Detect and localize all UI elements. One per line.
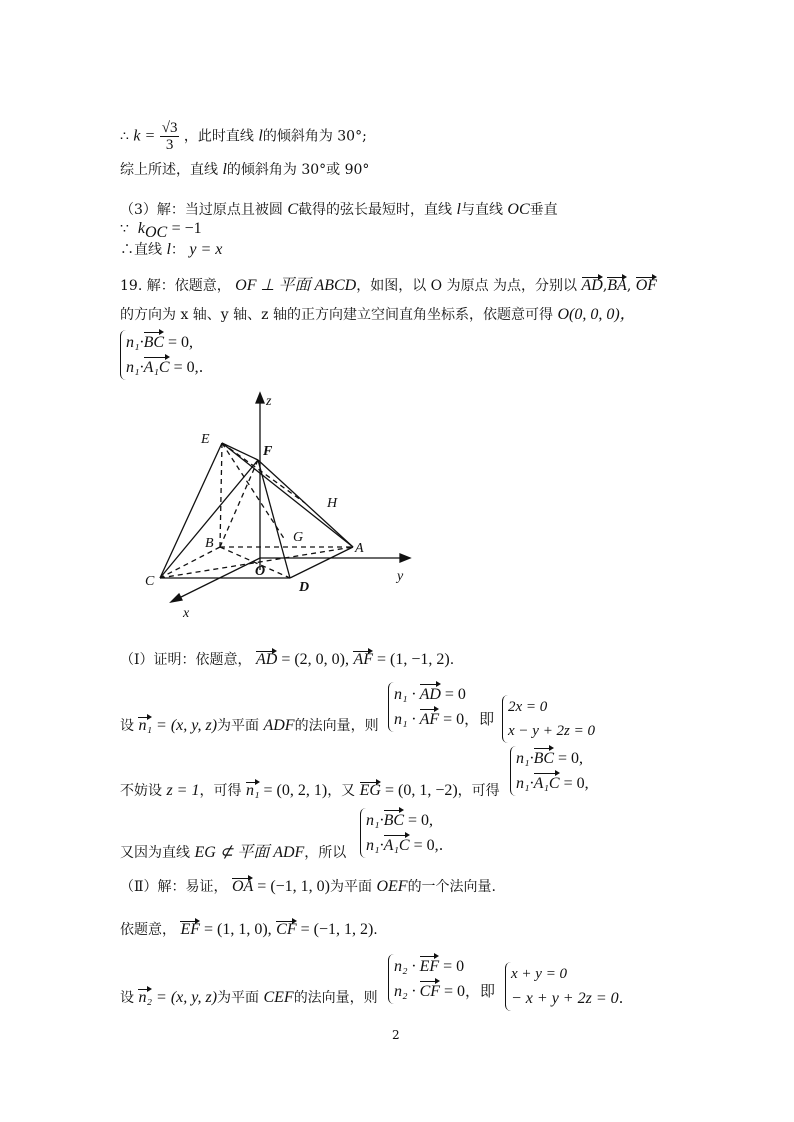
- label-x: x: [183, 606, 190, 620]
- therefore-symbol: ∴: [120, 128, 129, 145]
- y-arrow: [400, 554, 410, 562]
- equation-system-7: x + y = 0 − x + y + 2z = 0.: [505, 962, 623, 1011]
- part1-proof: （Ⅰ）证明：依题意， AD = (2, 0, 0), AF = (1, −1, 2).: [120, 651, 455, 668]
- q19-intro: 19. 解：依题意， OF ⊥ 平面 ABCD，如图，以 O 为原点 为点，分别以 AD,BA, OF: [120, 277, 658, 294]
- label-G: G: [293, 530, 304, 545]
- q19-axes: 的方向为 x 轴、y 轴、z 轴的正方向建立空间直角坐标系，依题意可得 O(0, 0, 0)，: [120, 306, 636, 323]
- line-koc: ∵ $k_{OC} = -1$: [120, 220, 202, 241]
- equation-system-4: n₁·BC = 0, n₁·A₁C = 0,: [510, 746, 589, 796]
- vector-BA: BA: [607, 277, 627, 294]
- part2-vectors: 依题意， EF = (1, 1, 0), CF = (−1, 1, 2).: [120, 921, 378, 938]
- page-number: 2: [392, 1028, 400, 1042]
- z-arrow: [256, 393, 264, 403]
- equation-system-2: n₁ · AD = 0 n₁ · AF = 0，即: [388, 682, 494, 732]
- label-B: B: [205, 536, 214, 551]
- part2-normal-oef: （Ⅱ）解：易证， OA = (−1, 1, 0)为平面 OEF的一个法向量.: [120, 878, 497, 895]
- label-C: C: [145, 574, 155, 589]
- equation-system-1: n₁·BC = 0, n₁·A₁C = 0,.: [120, 330, 203, 380]
- label-y: y: [397, 569, 404, 584]
- assume-z-line: 不妨设 z = 1，可得 n₁ = (0, 2, 1)，又 EG = (0, 1, −2)，可得: [120, 782, 500, 799]
- line-part3: （3）解：当过原点且被圆 C截得的弦长最短时，直线 l与直线 OC垂直: [120, 201, 558, 218]
- label-E: E: [201, 432, 210, 447]
- label-F: F: [263, 444, 273, 459]
- line-answer: ∴直线 l： y = x: [120, 241, 223, 258]
- line-k-value: ∴ k = $\frac{√3}{3}$ ，此时直线 l的倾斜角为 30°;: [120, 120, 367, 153]
- equation-system-5: n₁·BC = 0, n₁·A₁C = 0,.: [360, 808, 443, 858]
- eg-not-in-plane: 又因为直线 EG ⊄ 平面 ADF，所以: [120, 844, 347, 861]
- label-O: O: [255, 564, 266, 579]
- k-equals: k =: [133, 127, 156, 145]
- x-arrow: [171, 594, 182, 602]
- label-D: D: [299, 580, 310, 595]
- vector-OF: OF: [635, 277, 658, 294]
- label-A: A: [355, 541, 364, 556]
- vector-AD: AD: [581, 277, 603, 294]
- equation-system-3: 2x = 0 x − y + 2z = 0: [502, 695, 595, 743]
- label-H: H: [327, 496, 338, 511]
- pyramid-figure: [135, 385, 425, 620]
- sqrt3-over-3-fraction: $\frac{√3}{3}$: [161, 120, 178, 153]
- label-z: z: [266, 394, 272, 409]
- normal-vector-cef: 设 n₂ = (x, y, z)为平面 CEF的法向量，则: [120, 989, 378, 1006]
- line-summary: 综上所述，直线 l的倾斜角为 30°或 90°: [120, 161, 370, 178]
- equation-system-6: n₂ · EF = 0 n₂ · CF = 0，即: [388, 954, 495, 1004]
- normal-vector-adf: 设 n₁ = (x, y, z)为平面 ADF的法向量，则: [120, 717, 379, 734]
